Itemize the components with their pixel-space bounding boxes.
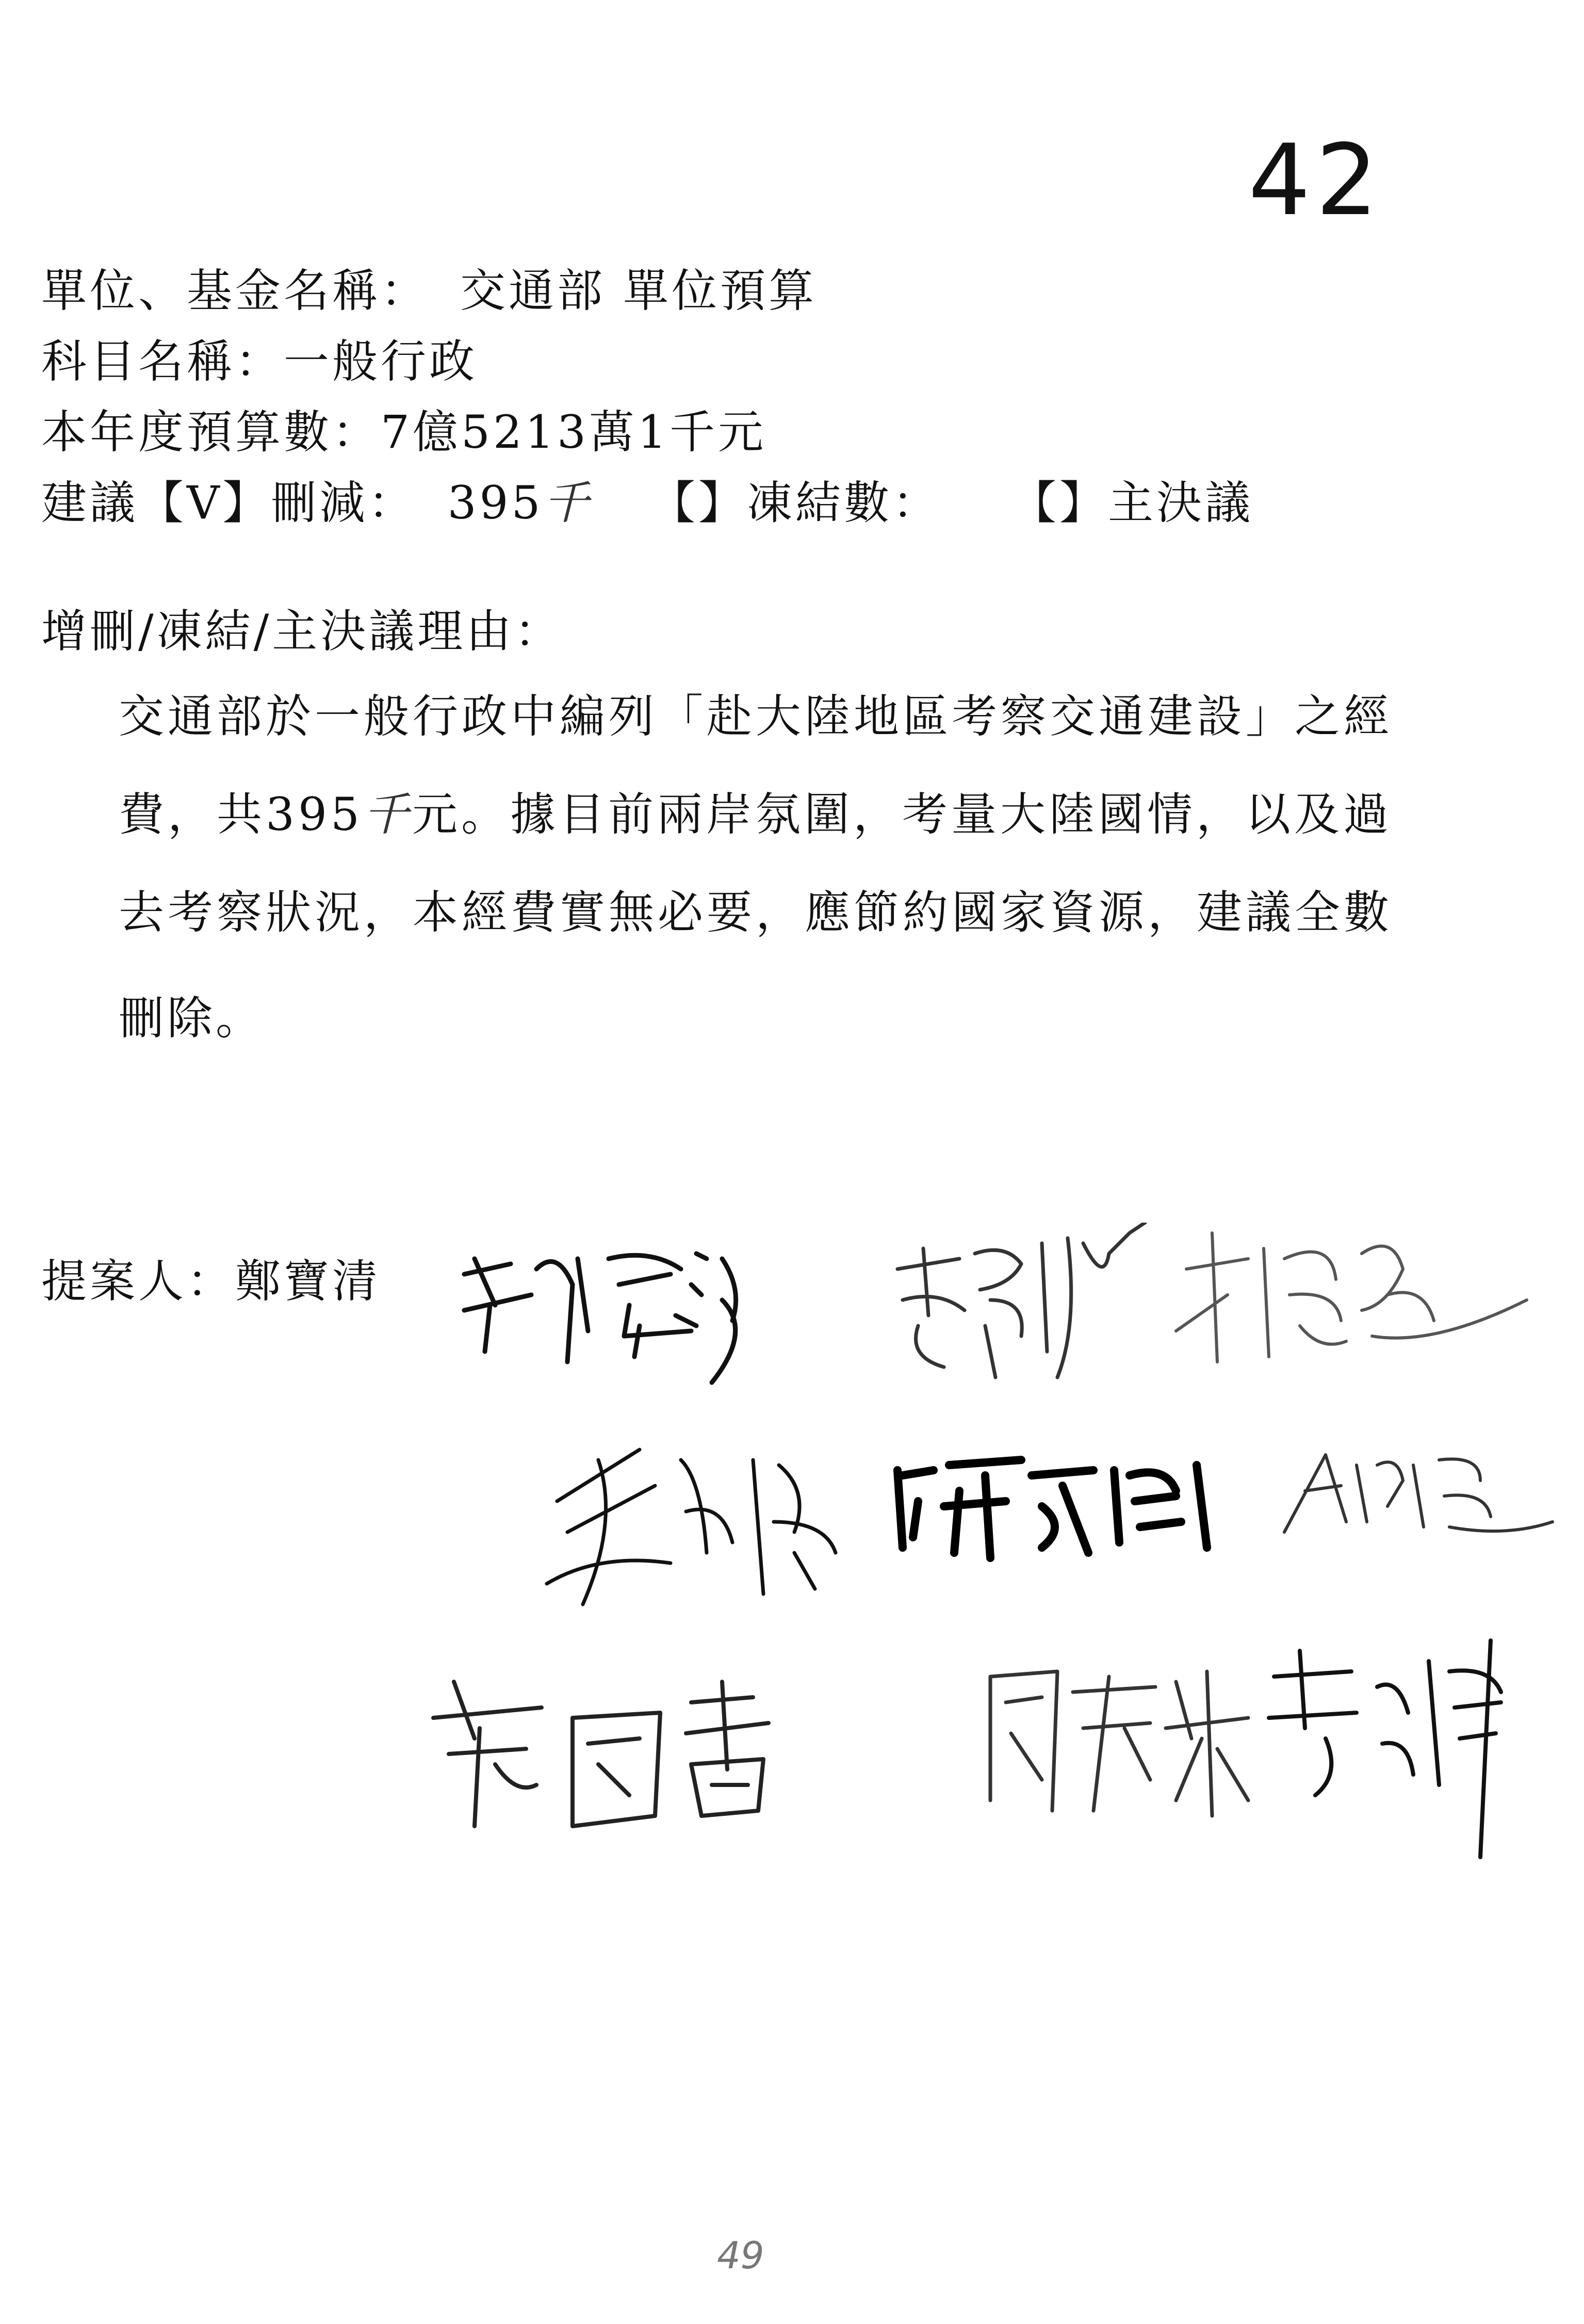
- cut-number: 395: [447, 476, 544, 529]
- budget-line: [41, 405, 766, 459]
- reason-line-2-part-1: 費，共395: [119, 788, 363, 841]
- signature-6-image: [1274, 1434, 1563, 1548]
- signature-3-image: [1166, 1217, 1558, 1393]
- signature-7-image: [423, 1661, 867, 1847]
- reason-line-1: 交通部於一般行政中編列「赴大陸地區考察交通建設」之經: [119, 690, 1393, 743]
- unit-fund-label: 單位、基金名稱：: [41, 264, 430, 317]
- subject-line: [41, 335, 478, 388]
- reason-line-2: [119, 788, 1392, 841]
- reason-line-2-handwritten: 千: [363, 788, 412, 841]
- signature-9-image: [1253, 1630, 1563, 1867]
- unit-fund-value: 交通部 單位預算: [460, 264, 817, 317]
- proposer-label: 提案人：鄭寶清: [41, 1255, 381, 1308]
- signature-2-image: [887, 1223, 1166, 1398]
- proposal-line: [41, 476, 592, 529]
- cut-unit-handwritten: 千: [543, 476, 592, 529]
- signature-8-image: [970, 1646, 1259, 1842]
- footer-page-number: 49: [717, 2234, 764, 2277]
- signature-1-image: [454, 1228, 763, 1424]
- unit-fund-line: [41, 264, 817, 317]
- budget-value: 7億5213萬1千元: [381, 405, 766, 459]
- handwritten-page-number: 42: [1248, 123, 1383, 237]
- subject-value: 一般行政: [284, 335, 478, 388]
- freeze-field: 【】凍結數：: [650, 476, 941, 529]
- signature-4-image: [536, 1419, 856, 1625]
- budget-label: 本年度預算數：: [41, 405, 381, 459]
- reason-line-4: 刪除。: [119, 992, 265, 1045]
- signature-5-image: [887, 1444, 1248, 1579]
- proposal-prefix: 建議【V】刪減：: [41, 476, 417, 529]
- subject-label: 科目名稱：: [41, 335, 284, 388]
- reason-heading: 增刪/凍結/主決議理由：: [41, 605, 563, 658]
- main-resolution-field: 【】主決議: [1011, 476, 1254, 529]
- reason-line-3: 去考察狀況，本經費實無必要，應節約國家資源，建議全數: [119, 886, 1393, 939]
- reason-line-2-part-2: 元。據目前兩岸氛圍，考量大陸國情，以及過: [412, 788, 1392, 841]
